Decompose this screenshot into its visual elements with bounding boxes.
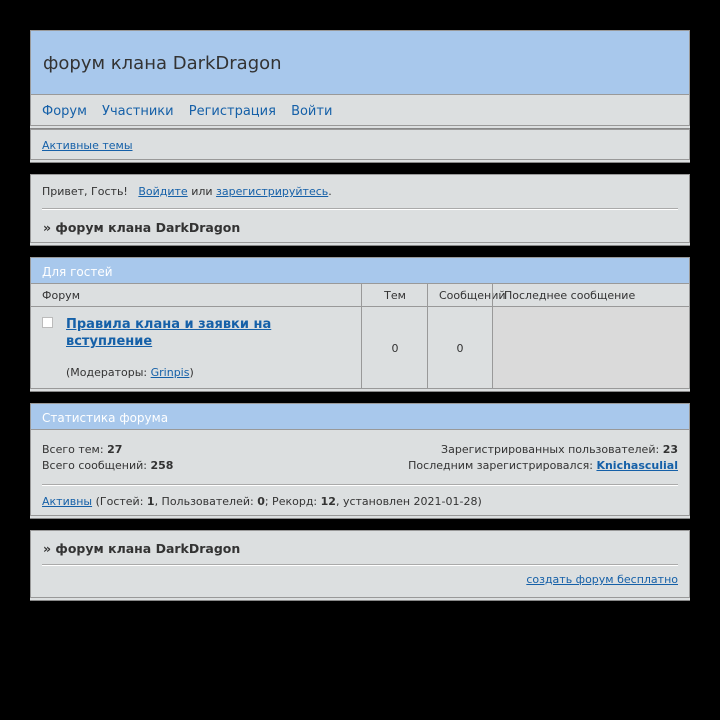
register-link[interactable]: зарегистрируйтесь bbox=[216, 185, 329, 198]
greeting-or: или bbox=[191, 185, 213, 198]
total-topics bbox=[42, 443, 122, 456]
posts-count: 0 bbox=[456, 342, 464, 355]
greeting-line bbox=[42, 185, 332, 198]
active-topics-link[interactable]: Активные темы bbox=[42, 139, 133, 152]
forum-header bbox=[30, 30, 690, 95]
main-navigation bbox=[30, 95, 690, 126]
active-users-link[interactable]: Активны bbox=[42, 495, 93, 508]
divider bbox=[42, 208, 678, 210]
total-topics-value: 27 bbox=[107, 443, 123, 456]
last-registered-label: Последним зарегистрировался: bbox=[408, 459, 593, 472]
last-registered-user-link[interactable]: Knichasculial bbox=[596, 459, 678, 472]
statistics-title: Статистика форума bbox=[31, 404, 689, 430]
last-post-cell bbox=[493, 307, 689, 388]
nav-register[interactable]: Регистрация bbox=[188, 104, 276, 119]
moderators-close: ) bbox=[189, 366, 194, 379]
users-label: , Пользователей: bbox=[154, 495, 254, 508]
guests-label: (Гостей: bbox=[95, 495, 144, 508]
category-guests bbox=[30, 257, 690, 389]
greeting-text: Привет, Гость! bbox=[42, 185, 128, 198]
moderators bbox=[66, 366, 194, 379]
login-link[interactable]: Войдите bbox=[138, 185, 188, 198]
moderators-label: (Модераторы: bbox=[66, 366, 148, 379]
greeting-panel bbox=[30, 174, 690, 243]
total-posts-label: Всего сообщений: bbox=[42, 459, 147, 472]
total-posts bbox=[42, 459, 173, 472]
record-value: 12 bbox=[320, 495, 336, 508]
active-topics-bar bbox=[30, 129, 690, 160]
table-header bbox=[31, 284, 689, 307]
divider bbox=[42, 564, 678, 566]
last-registered bbox=[408, 459, 678, 472]
nav-forum[interactable]: Форум bbox=[42, 104, 87, 119]
create-forum-link[interactable]: создать форум бесплатно bbox=[526, 573, 678, 586]
forum-statistics bbox=[30, 403, 690, 516]
users-value: 0 bbox=[257, 495, 265, 508]
topics-count: 0 bbox=[391, 342, 399, 355]
registered-label: Зарегистрированных пользователей: bbox=[441, 443, 660, 456]
nav-login[interactable]: Войти bbox=[291, 104, 333, 119]
registered-value: 23 bbox=[662, 443, 678, 456]
greeting-dot: . bbox=[328, 185, 332, 198]
nav-members[interactable]: Участники bbox=[102, 104, 174, 119]
breadcrumb: » форум клана DarkDragon bbox=[43, 220, 241, 235]
guests-value: 1 bbox=[146, 495, 155, 508]
column-last-post: Последнее сообщение bbox=[504, 289, 636, 302]
forum-link[interactable]: Правила клана и заявки на вступление bbox=[66, 317, 272, 349]
record-date: , установлен 2021-01-28) bbox=[335, 495, 482, 508]
forum-status-icon bbox=[42, 317, 53, 328]
online-users bbox=[42, 495, 482, 508]
forum-title: форум клана DarkDragon bbox=[43, 53, 282, 74]
total-topics-label: Всего тем: bbox=[42, 443, 104, 456]
table-row bbox=[31, 307, 689, 388]
breadcrumb: » форум клана DarkDragon bbox=[43, 541, 241, 556]
record-label: ; Рекорд: bbox=[264, 495, 318, 508]
footer-panel bbox=[30, 530, 690, 598]
divider bbox=[42, 484, 678, 486]
column-posts: Сообщений bbox=[439, 289, 506, 302]
column-forum: Форум bbox=[42, 289, 80, 302]
column-topics: Тем bbox=[384, 289, 406, 302]
category-title: Для гостей bbox=[31, 258, 689, 284]
moderator-link[interactable]: Grinpis bbox=[150, 366, 190, 379]
registered-users bbox=[441, 443, 678, 456]
total-posts-value: 258 bbox=[150, 459, 174, 472]
